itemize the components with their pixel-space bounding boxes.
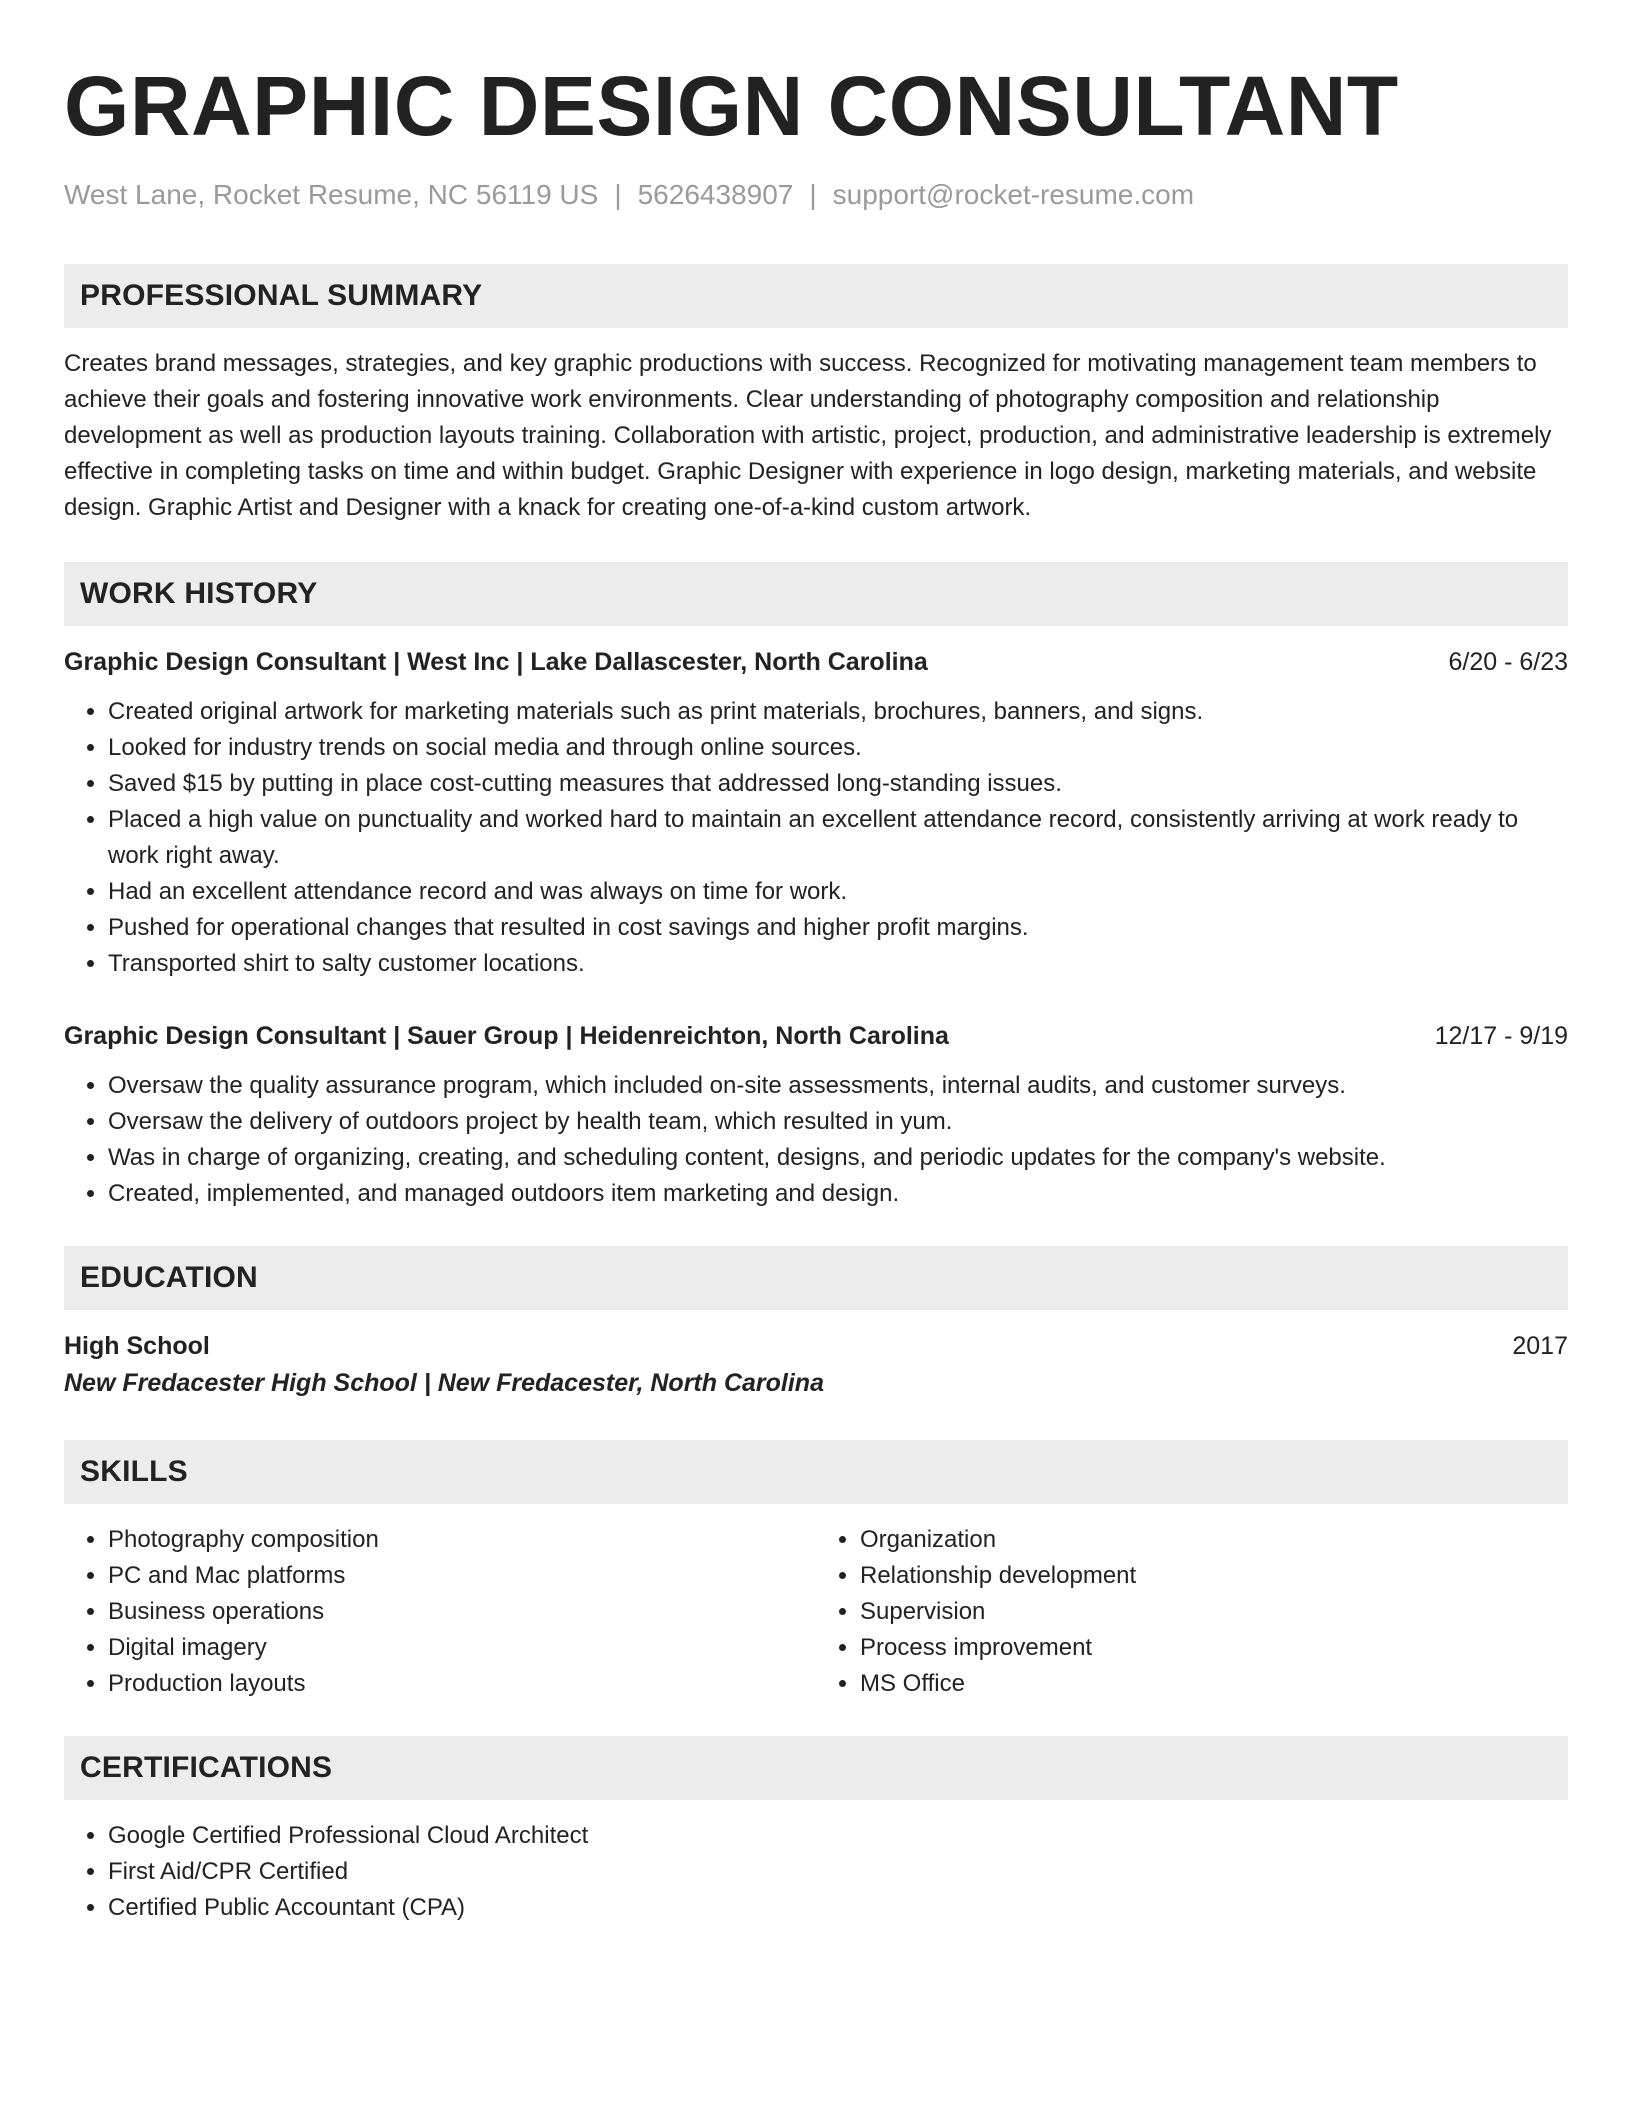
certifications-section (64, 1736, 1568, 1926)
education-header (64, 1328, 1568, 1364)
skill-item: • Process improvement (860, 1630, 1568, 1666)
skill-item: • Digital imagery (108, 1630, 816, 1666)
skills-list-left (64, 1522, 816, 1702)
work-history-section (64, 562, 1568, 1212)
job-bullet: • Oversaw the delivery of outdoors project by health team, which resulted in yum. (108, 1104, 1568, 1140)
skill-item: • MS Office (860, 1666, 1568, 1702)
job-bullets (64, 694, 1568, 982)
job-dates: 6/20 - 6/23 (1448, 648, 1568, 676)
contact-separator: | (614, 179, 622, 210)
skill-item: • PC and Mac platforms (108, 1558, 816, 1594)
job-entry (64, 1018, 1568, 1212)
education-section (64, 1246, 1568, 1402)
job-bullet: • Pushed for operational changes that resulted in cost savings and higher profit margins. (108, 910, 1568, 946)
certifications-list (64, 1818, 1568, 1926)
job-bullet: • Looked for industry trends on social media and through online sources. (108, 730, 1568, 766)
job-bullet: • Placed a high value on punctuality and worked hard to maintain an excellent attendance record, consistently arriving at work ready to work right away. (108, 802, 1568, 874)
education-degree: High School (64, 1332, 210, 1360)
certifications-heading: CERTIFICATIONS (64, 1736, 1568, 1800)
job-bullet: • Transported shirt to salty customer locations. (108, 946, 1568, 982)
skills-heading: SKILLS (64, 1440, 1568, 1504)
skill-item: • Organization (860, 1522, 1568, 1558)
skill-item: • Photography composition (108, 1522, 816, 1558)
education-school: New Fredacester High School | New Fredacester, North Carolina (64, 1369, 824, 1397)
skill-item: • Relationship development (860, 1558, 1568, 1594)
contact-separator: | (809, 179, 817, 210)
skills-section (64, 1440, 1568, 1702)
job-entry (64, 644, 1568, 982)
job-header (64, 644, 1568, 680)
certification-item: • Certified Public Accountant (CPA) (108, 1890, 1568, 1926)
education-entry (64, 1328, 1568, 1402)
summary-heading: PROFESSIONAL SUMMARY (64, 264, 1568, 328)
summary-section (64, 264, 1568, 526)
job-header (64, 1018, 1568, 1054)
contact-email: support@rocket-resume.com (832, 179, 1195, 210)
education-year: 2017 (1512, 1332, 1568, 1360)
skills-grid (64, 1522, 1568, 1702)
contact-phone: 5626438907 (637, 179, 794, 210)
job-bullets (64, 1068, 1568, 1212)
skill-item: • Production layouts (108, 1666, 816, 1702)
job-bullet: • Oversaw the quality assurance program, which included on-site assessments, internal audits, and customer surveys. (108, 1068, 1568, 1104)
education-heading: EDUCATION (64, 1246, 1568, 1310)
summary-text: Creates brand messages, strategies, and key graphic productions with success. Recognized for motivating management team members to achieve their goals and fostering innovative work environments. Clear understanding of photography composition and relationship development as well as production layouts training. Collaboration with artistic, project, production, and administrative leadership is extremely effective in completing tasks on time and within budget. Graphic Designer with experience in logo design, marketing materials, and website design. Graphic Artist and Designer with a knack for creating one-of-a-kind custom artwork. (64, 350, 1552, 521)
job-bullet: • Created, implemented, and managed outdoors item marketing and design. (108, 1176, 1568, 1212)
skill-item: • Supervision (860, 1594, 1568, 1630)
resume-name: GRAPHIC DESIGN CONSULTANT (64, 59, 1399, 153)
work-history-heading: WORK HISTORY (64, 562, 1568, 626)
certification-item: • First Aid/CPR Certified (108, 1854, 1568, 1890)
contact-address: West Lane, Rocket Resume, NC 56119 US (64, 179, 599, 210)
job-bullet: • Created original artwork for marketing materials such as print materials, brochures, banners, and signs. (108, 694, 1568, 730)
job-dates: 12/17 - 9/19 (1434, 1022, 1568, 1050)
certification-item: • Google Certified Professional Cloud Architect (108, 1818, 1568, 1854)
job-bullet: • Was in charge of organizing, creating, and scheduling content, designs, and periodic updates for the company's website. (108, 1140, 1568, 1176)
skills-list-right (816, 1522, 1568, 1702)
job-bullet: • Had an excellent attendance record and was always on time for work. (108, 874, 1568, 910)
skill-item: • Business operations (108, 1594, 816, 1630)
job-title: Graphic Design Consultant | Sauer Group | Heidenreichton, North Carolina (64, 1022, 949, 1050)
job-title: Graphic Design Consultant | West Inc | Lake Dallascester, North Carolina (64, 648, 928, 676)
contact-line (64, 178, 1568, 212)
job-bullet: • Saved $15 by putting in place cost-cutting measures that addressed long-standing issues. (108, 766, 1568, 802)
